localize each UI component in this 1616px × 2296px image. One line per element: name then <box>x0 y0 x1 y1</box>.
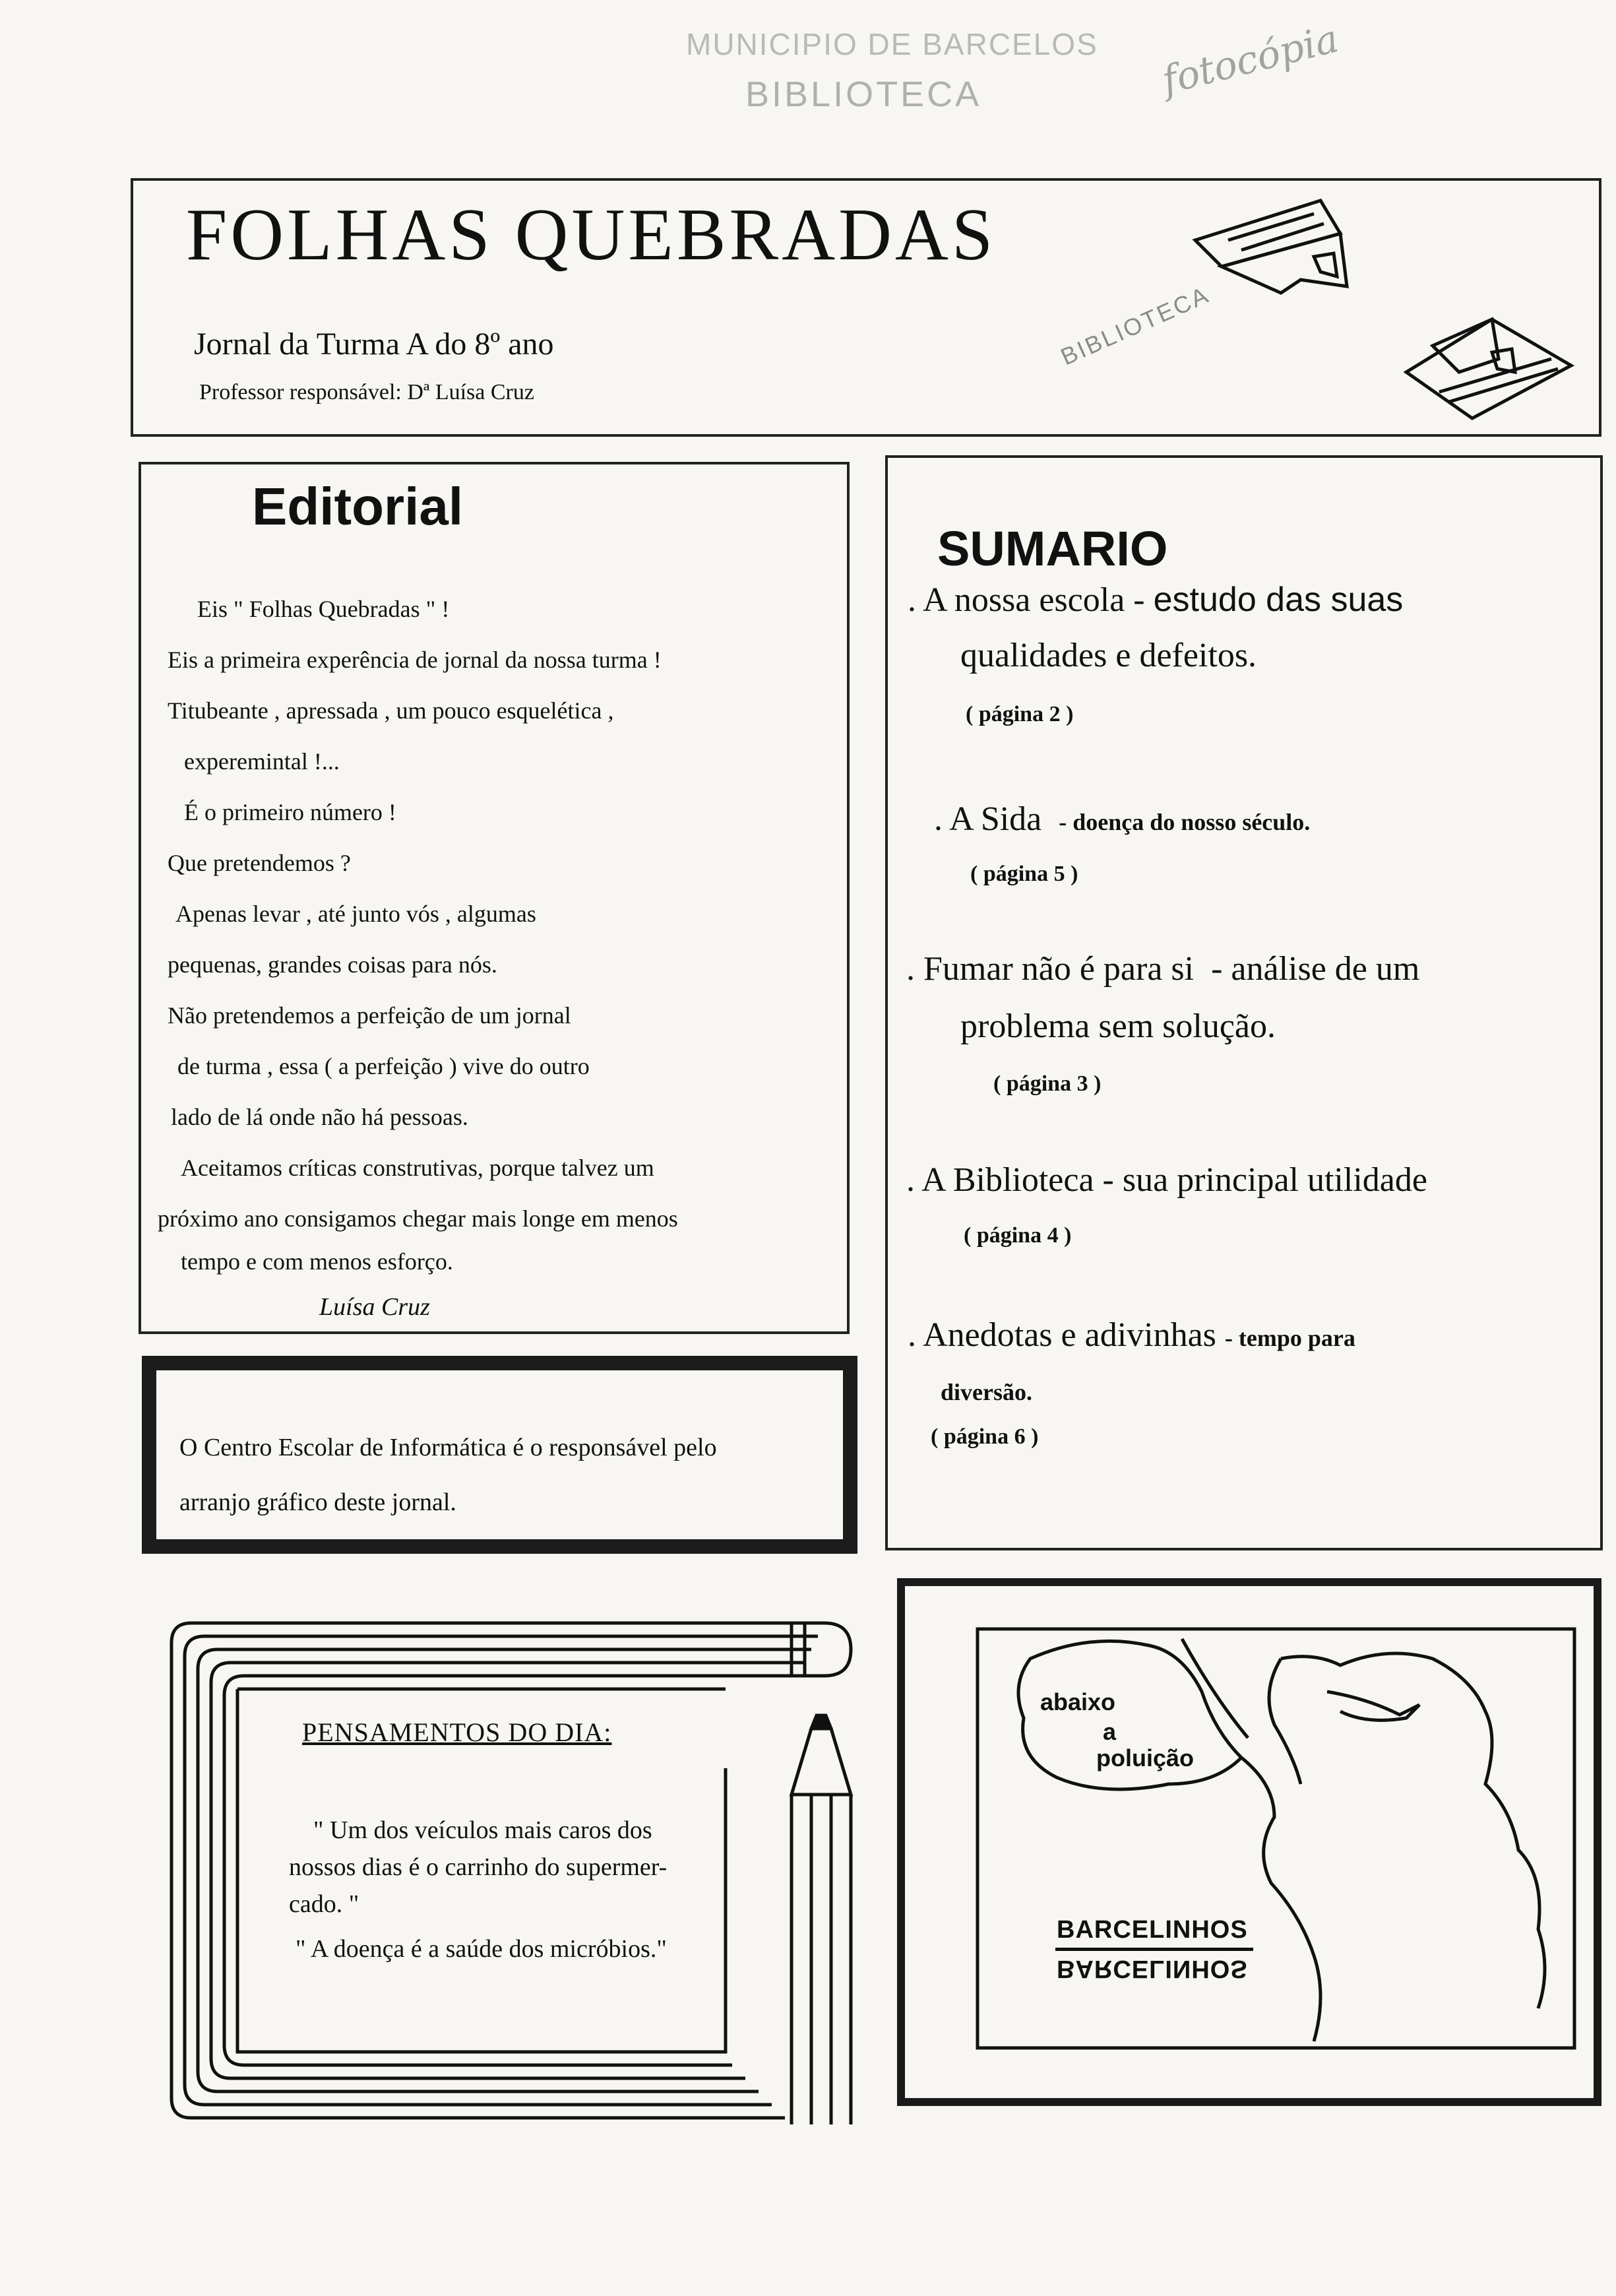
sumario-page: ( página 4 ) <box>964 1223 1072 1248</box>
sumario-page: ( página 2 ) <box>966 702 1074 726</box>
sumario-item-anedotas: . Anedotas e adivinhas - tempo para <box>908 1316 1355 1354</box>
editorial-signature: Luísa Cruz <box>319 1293 430 1321</box>
map-label: abaixo <box>1040 1688 1116 1715</box>
sumario-box <box>885 455 1603 1550</box>
paper-airplanes-icon <box>1182 194 1578 431</box>
sumario-page: ( página 3 ) <box>993 1071 1102 1096</box>
newspaper-subtitle: Jornal da Turma A do 8º ano <box>194 327 554 362</box>
newspaper-title: FOLHAS QUEBRADAS <box>186 194 997 276</box>
pensamento-quote: " Um dos veículos mais caros dos <box>313 1816 652 1844</box>
editorial-line: Eis a primeira experência de jornal da nossa turma ! <box>168 647 662 673</box>
professor-line: Professor responsável: Dª Luísa Cruz <box>199 380 534 404</box>
sumario-page: ( página 5 ) <box>970 862 1078 886</box>
editorial-line: Titubeante , apressada , um pouco esquelética , <box>168 697 614 724</box>
map-town-label: BARCELINHOS <box>1057 1916 1248 1944</box>
editorial-line: próximo ano consigamos chegar mais longe em menos <box>158 1205 678 1232</box>
sumario-item-sida: . A Sida - doença do nosso século. <box>934 800 1311 838</box>
pensamento-quote: " A doença é a saúde dos micróbios." <box>295 1935 667 1963</box>
editorial-line: pequenas, grandes coisas para nós. <box>168 951 497 978</box>
map-divider <box>1055 1948 1253 1951</box>
editorial-line: Que pretendemos ? <box>168 850 351 876</box>
editorial-line: Apenas levar , até junto vós , algumas <box>175 901 536 927</box>
sumario-item-line2: qualidades e defeitos. <box>960 637 1257 674</box>
sumario-item-biblioteca: . A Biblioteca - sua principal utilidade <box>906 1161 1427 1199</box>
editorial-line: Não pretendemos a perfeição de um jornal <box>168 1002 571 1029</box>
editorial-line: lado de lá onde não há pessoas. <box>171 1104 468 1130</box>
pensamento-quote: cado. " <box>289 1890 359 1918</box>
credit-line: O Centro Escolar de Informática é o responsável pelo <box>179 1434 717 1461</box>
masthead <box>131 178 1601 437</box>
library-stamp: BIBLIOTECA <box>1057 280 1214 371</box>
credit-box <box>142 1356 857 1554</box>
biblioteca-stamp: BIBLIOTECA <box>745 75 982 114</box>
editorial-line: de turma , essa ( a perfeição ) vive do outro <box>177 1053 590 1079</box>
sumario-item-line2: diversão. <box>941 1379 1032 1405</box>
map-town-mirrored: BARCELINHOS <box>1057 1955 1248 1983</box>
sumario-item-fumar: . Fumar não é para si - análise de um <box>906 950 1420 988</box>
pensamentos-title: PENSAMENTOS DO DIA: <box>302 1717 612 1747</box>
editorial-line: experemintal !... <box>184 748 340 775</box>
sumario-title: SUMARIO <box>937 521 1168 576</box>
sumario-item-escola: . A nossa escola - estudo das suas <box>908 581 1404 619</box>
municipio-stamp: MUNICIPIO DE BARCELOS <box>686 27 1098 61</box>
sumario-item-line2: problema sem solução. <box>960 1007 1276 1045</box>
map-label: a <box>1103 1718 1117 1745</box>
editorial-line: tempo e com menos esforço. <box>181 1248 453 1275</box>
map-box <box>897 1578 1601 2106</box>
handwritten-note: fotocópia <box>1158 16 1343 103</box>
credit-line: arranjo gráfico deste jornal. <box>179 1488 456 1516</box>
map-outline-icon <box>905 1586 1594 2098</box>
pensamento-quote: nossos dias é o carrinho do supermer- <box>289 1853 668 1881</box>
sumario-page: ( página 6 ) <box>931 1424 1039 1449</box>
map-label: poluição <box>1096 1744 1195 1771</box>
editorial-box <box>139 462 850 1334</box>
editorial-title: Editorial <box>252 477 464 536</box>
editorial-line: É o primeiro número ! <box>184 799 396 825</box>
editorial-line: Aceitamos críticas construtivas, porque talvez um <box>181 1155 654 1181</box>
editorial-line: Eis " Folhas Quebradas " ! <box>197 596 450 622</box>
